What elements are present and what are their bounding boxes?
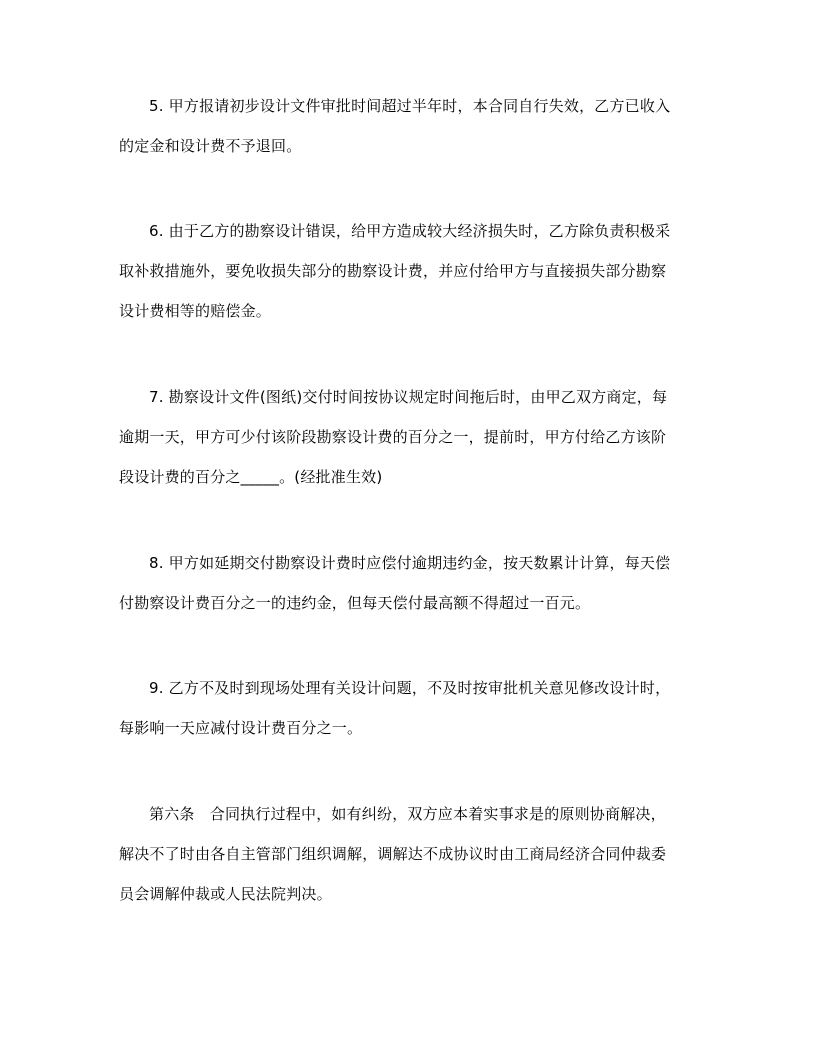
- clause-item-7: [119, 377, 699, 497]
- clause-line: 5. 甲方报请初步设计文件审批时间超过半年时，本合同自行失效，乙方已收入: [149, 97, 671, 115]
- clause-line: 9. 乙方不及时到现场处理有关设计问题，不及时按审批机关意见修改设计时，: [149, 679, 671, 697]
- clause-line: 付勘察设计费百分之一的违约金，但每天偿付最高额不得超过一百元。: [119, 594, 591, 612]
- clause-line: 的定金和设计费不予退回。: [119, 137, 302, 155]
- clause-line: 每影响一天应减付设计费百分之一。: [119, 719, 363, 737]
- clause-line: 设计费相等的赔偿金。: [119, 302, 272, 320]
- clause-line: 解决不了时由各自主管部门组织调解，调解达不成协议时由工商局经济合同仲裁委: [119, 845, 667, 863]
- clause-line: 员会调解仲裁或人民法院判决。: [119, 885, 332, 903]
- clause-item-5: [119, 86, 699, 166]
- clause-line: 8. 甲方如延期交付勘察设计费时应偿付逾期违约金，按天数累计计算，每天偿: [149, 554, 671, 572]
- clause-line: 段设计费的百分之_____。(经批准生效): [119, 468, 383, 486]
- article-6-paragraph: [119, 794, 699, 914]
- clause-line: 第六条 合同执行过程中，如有纠纷，双方应本着实事求是的原则协商解决，: [149, 805, 666, 823]
- clause-item-6: [119, 211, 699, 331]
- clause-line: 取补救措施外，要免收损失部分的勘察设计费，并应付给甲方与直接损失部分勘察: [119, 262, 667, 280]
- clause-item-9: [119, 668, 699, 748]
- clause-item-8: [119, 543, 699, 623]
- clause-line: 6. 由于乙方的勘察设计错误，给甲方造成较大经济损失时，乙方除负责积极采: [149, 222, 671, 240]
- clause-line: 逾期一天，甲方可少付该阶段勘察设计费的百分之一，提前时，甲方付给乙方该阶: [119, 428, 667, 446]
- clause-line: 7. 勘察设计文件(图纸)交付时间按协议规定时间拖后时，由甲乙双方商定，每: [149, 388, 668, 406]
